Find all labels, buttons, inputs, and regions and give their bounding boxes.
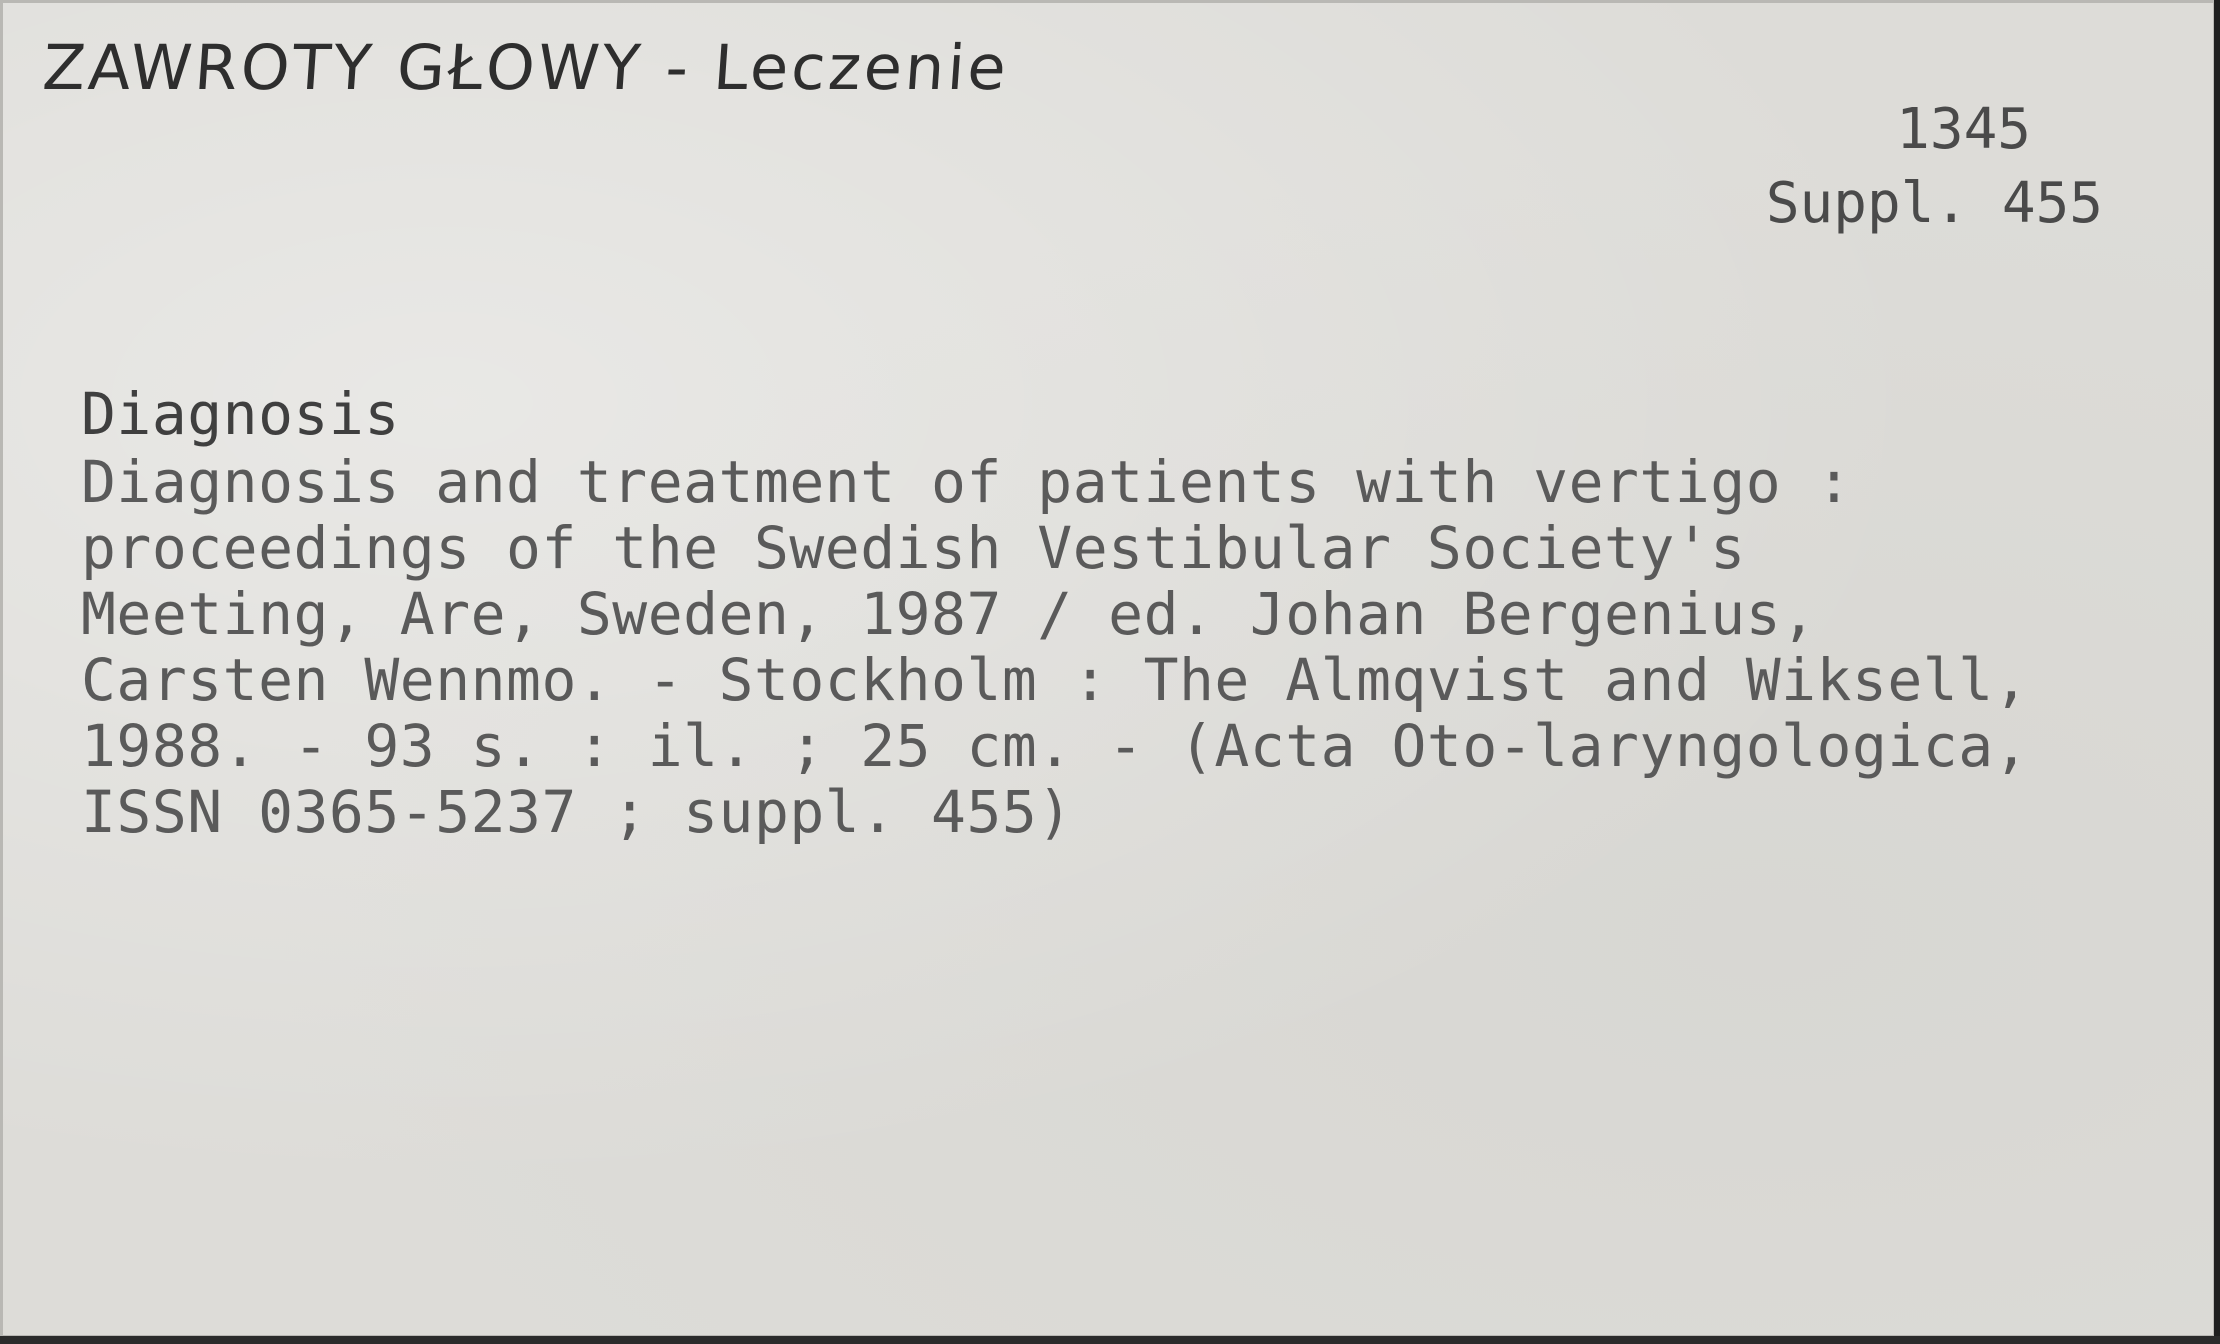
card-edge-shadow — [0, 1336, 2220, 1344]
entry-line: 1988. - 93 s. : il. ; 25 cm. - (Acta Oto-laryngologica, — [81, 712, 2030, 780]
subject-heading: ZAWROTY GŁOWY - Leczenie — [40, 31, 1012, 104]
card-edge-shadow — [2214, 0, 2220, 1344]
entry-line: Carsten Wennmo. - Stockholm : The Almqvist and Wiksell, — [81, 646, 2030, 714]
entry-line: Diagnosis and treatment of patients with vertigo : — [81, 448, 1852, 516]
supplement-number: Suppl. 455 — [1765, 171, 2103, 236]
call-number: 1345 — [1896, 97, 2031, 162]
entry-line: Meeting, Are, Sweden, 1987 / ed. Johan Bergenius, — [81, 580, 1817, 648]
entry-line: ISSN 0365-5237 ; suppl. 455) — [81, 778, 1073, 846]
entry-line: proceedings of the Swedish Vestibular Society's — [81, 514, 1746, 582]
bibliographic-entry — [81, 381, 2029, 845]
call-number-block — [1766, 93, 2103, 241]
entry-heading: Diagnosis — [81, 380, 400, 448]
